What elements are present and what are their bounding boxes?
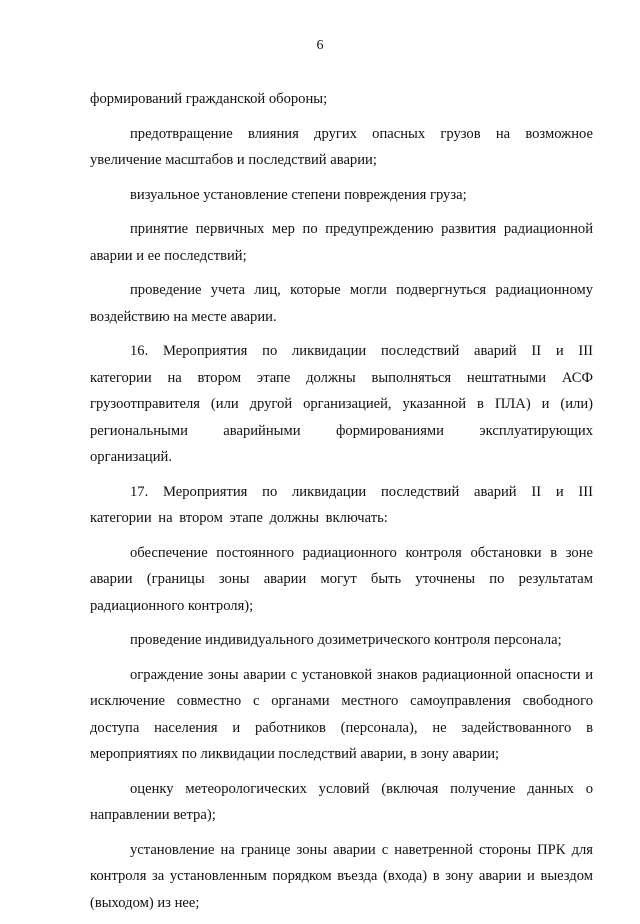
paragraph: обеспечение постоянного радиационного контроля обстановки в зоне аварии (границы зоны аварии могут быть уточнены по результатам радиационного контроля); (90, 544, 593, 614)
paragraph: ограждение зоны аварии с установкой знаков радиационной опасности и исключение совместно с органами местного самоуправления свободного доступа населения и работников (персонала), не задействованного в мероприятиях по ликвидации последствий аварии, в зону аварии; (90, 666, 593, 762)
document-body (90, 86, 593, 924)
paragraph: формирований гражданской обороны; (90, 91, 328, 107)
paragraph: визуальное установление степени повреждения груза; (130, 186, 467, 203)
paragraph: проведение индивидуального дозиметрического контроля персонала; (130, 632, 562, 648)
paragraph: установление на границе зоны аварии с наветренной стороны ПРК для контроля за установленным порядком въезда (входа) в зону аварии и выездом (выходом) из нее; (90, 841, 593, 911)
paragraph: проведение учета лиц, которые могли подвергнуться радиационному воздействию на месте аварии. (90, 282, 593, 325)
paragraph: предотвращение влияния других опасных грузов на возможное увеличение масштабов и последствий аварии; (90, 125, 593, 168)
paragraph: принятие первичных мер по предупреждению развития радиационной аварии и ее последствий; (90, 221, 593, 264)
numbered-paragraph-17: 17. Мероприятия по ликвидации последствий аварий II и III категории на втором этапе должны включать: (90, 483, 593, 526)
numbered-paragraph-16: 16. Мероприятия по ликвидации последствий аварий II и III категории на втором этапе должны выполняться нештатными АСФ грузоотправителя (или другой организацией, указанной в ПЛА) и (или) региональными аварийными формированиями эксплуатирующих организаций. (90, 343, 593, 465)
page-number: 6 (316, 38, 324, 53)
paragraph: оценку метеорологических условий (включая получение данных о направлении ветра); (90, 780, 593, 823)
